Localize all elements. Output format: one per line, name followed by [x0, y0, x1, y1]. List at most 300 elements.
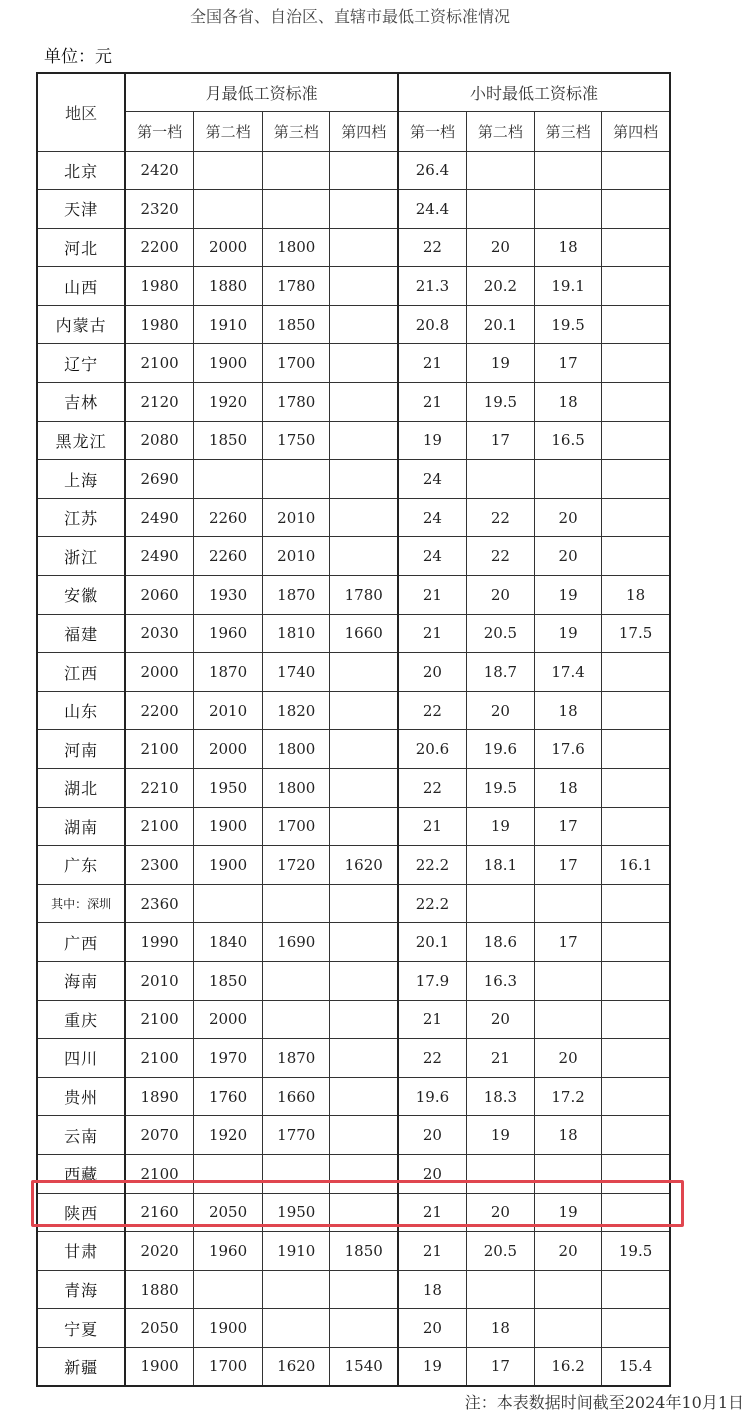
monthly-value-cell — [193, 884, 262, 923]
monthly-value-cell: 1690 — [263, 923, 330, 962]
monthly-value-cell: 2360 — [125, 884, 193, 923]
table-row — [37, 1077, 670, 1116]
hourly-header: 小时最低工资标准 — [398, 73, 670, 111]
region-cell: 贵州 — [37, 1077, 125, 1116]
hourly-value-cell — [602, 305, 670, 344]
monthly-value-cell: 1990 — [125, 923, 193, 962]
table-row — [37, 383, 670, 422]
monthly-value-cell — [330, 691, 398, 730]
monthly-value-cell — [330, 460, 398, 499]
hourly-value-cell: 22 — [398, 769, 466, 808]
monthly-value-cell — [263, 1000, 330, 1039]
hourly-value-cell: 17 — [535, 923, 602, 962]
monthly-value-cell — [193, 1270, 262, 1309]
monthly-value-cell — [330, 653, 398, 692]
hourly-value-cell — [602, 1077, 670, 1116]
monthly-value-cell: 1900 — [193, 1309, 262, 1348]
hourly-value-cell: 20.8 — [398, 305, 466, 344]
monthly-value-cell: 1720 — [263, 846, 330, 885]
hourly-value-cell: 18 — [535, 691, 602, 730]
monthly-value-cell: 1950 — [193, 769, 262, 808]
region-cell: 山东 — [37, 691, 125, 730]
monthly-value-cell: 2080 — [125, 421, 193, 460]
hourly-value-cell: 15.4 — [602, 1347, 670, 1386]
monthly-value-cell: 1780 — [330, 576, 398, 615]
page-title: 全国各省、自治区、直辖市最低工资标准情况 — [189, 7, 510, 26]
hourly-value-cell: 18.7 — [466, 653, 534, 692]
region-cell: 内蒙古 — [37, 305, 125, 344]
hourly-tier-4: 第四档 — [602, 111, 670, 151]
region-cell: 重庆 — [37, 1000, 125, 1039]
monthly-value-cell: 2100 — [125, 730, 193, 769]
hourly-value-cell: 21 — [398, 1193, 466, 1232]
hourly-value-cell: 18 — [466, 1309, 534, 1348]
monthly-value-cell: 2060 — [125, 576, 193, 615]
monthly-value-cell — [330, 383, 398, 422]
monthly-value-cell — [330, 1000, 398, 1039]
hourly-value-cell — [602, 1116, 670, 1155]
hourly-value-cell: 20 — [398, 1154, 466, 1193]
region-cell: 北京 — [37, 151, 125, 190]
monthly-value-cell — [263, 190, 330, 229]
monthly-value-cell: 2010 — [263, 498, 330, 537]
monthly-value-cell — [193, 460, 262, 499]
hourly-value-cell: 20.6 — [398, 730, 466, 769]
hourly-value-cell: 19.6 — [398, 1077, 466, 1116]
hourly-tier-2: 第二档 — [466, 111, 534, 151]
hourly-value-cell: 22 — [466, 537, 534, 576]
hourly-value-cell — [535, 961, 602, 1000]
region-cell: 陕西 — [37, 1193, 125, 1232]
hourly-value-cell: 18.1 — [466, 846, 534, 885]
monthly-value-cell: 2100 — [125, 1000, 193, 1039]
table-row — [37, 344, 670, 383]
hourly-value-cell: 16.1 — [602, 846, 670, 885]
monthly-value-cell — [263, 151, 330, 190]
monthly-value-cell: 2320 — [125, 190, 193, 229]
hourly-value-cell — [602, 961, 670, 1000]
monthly-value-cell: 2260 — [193, 498, 262, 537]
monthly-value-cell — [330, 884, 398, 923]
monthly-value-cell: 1620 — [263, 1347, 330, 1386]
monthly-value-cell: 1910 — [263, 1232, 330, 1271]
hourly-value-cell: 17.9 — [398, 961, 466, 1000]
monthly-value-cell: 1880 — [193, 267, 262, 306]
region-cell: 湖南 — [37, 807, 125, 846]
hourly-value-cell: 18 — [535, 1116, 602, 1155]
monthly-value-cell: 1900 — [193, 846, 262, 885]
hourly-value-cell — [602, 653, 670, 692]
monthly-value-cell: 2420 — [125, 151, 193, 190]
table-row — [37, 190, 670, 229]
hourly-value-cell: 22.2 — [398, 846, 466, 885]
hourly-value-cell: 16.5 — [535, 421, 602, 460]
monthly-value-cell: 1780 — [263, 383, 330, 422]
hourly-value-cell: 19.5 — [602, 1232, 670, 1271]
monthly-value-cell — [330, 305, 398, 344]
hourly-value-cell: 19 — [466, 344, 534, 383]
hourly-value-cell: 17 — [535, 846, 602, 885]
monthly-value-cell: 1870 — [263, 576, 330, 615]
monthly-value-cell: 2020 — [125, 1232, 193, 1271]
hourly-value-cell: 18 — [535, 769, 602, 808]
hourly-value-cell: 17.2 — [535, 1077, 602, 1116]
hourly-value-cell — [602, 421, 670, 460]
monthly-value-cell — [330, 807, 398, 846]
monthly-value-cell: 1920 — [193, 383, 262, 422]
monthly-tier-3: 第三档 — [263, 111, 330, 151]
monthly-tier-1: 第一档 — [125, 111, 193, 151]
monthly-value-cell: 1920 — [193, 1116, 262, 1155]
monthly-value-cell: 2070 — [125, 1116, 193, 1155]
monthly-value-cell: 2100 — [125, 1154, 193, 1193]
hourly-value-cell — [602, 498, 670, 537]
table-row — [37, 1039, 670, 1078]
hourly-value-cell — [602, 267, 670, 306]
hourly-value-cell: 20 — [398, 1309, 466, 1348]
monthly-tier-4: 第四档 — [330, 111, 398, 151]
monthly-value-cell: 1700 — [193, 1347, 262, 1386]
hourly-value-cell: 17 — [466, 421, 534, 460]
monthly-value-cell: 1770 — [263, 1116, 330, 1155]
monthly-value-cell: 1780 — [263, 267, 330, 306]
highlight-box — [31, 1180, 684, 1227]
monthly-value-cell: 1960 — [193, 614, 262, 653]
table-row — [37, 1232, 670, 1271]
hourly-value-cell — [535, 460, 602, 499]
hourly-value-cell — [602, 691, 670, 730]
monthly-value-cell: 1890 — [125, 1077, 193, 1116]
hourly-value-cell — [602, 151, 670, 190]
table-row — [37, 498, 670, 537]
hourly-value-cell: 26.4 — [398, 151, 466, 190]
monthly-value-cell: 1900 — [193, 344, 262, 383]
monthly-value-cell: 1980 — [125, 305, 193, 344]
hourly-value-cell: 20.1 — [466, 305, 534, 344]
hourly-value-cell: 22 — [398, 1039, 466, 1078]
hourly-value-cell — [535, 1000, 602, 1039]
monthly-value-cell: 2000 — [193, 730, 262, 769]
monthly-value-cell — [330, 190, 398, 229]
hourly-value-cell — [466, 151, 534, 190]
region-cell: 天津 — [37, 190, 125, 229]
monthly-value-cell — [330, 1270, 398, 1309]
monthly-value-cell: 2010 — [263, 537, 330, 576]
hourly-value-cell: 19.5 — [466, 769, 534, 808]
hourly-value-cell — [602, 884, 670, 923]
monthly-value-cell: 1900 — [125, 1347, 193, 1386]
hourly-value-cell: 24 — [398, 537, 466, 576]
hourly-value-cell — [535, 1309, 602, 1348]
region-cell: 广东 — [37, 846, 125, 885]
monthly-value-cell: 1900 — [193, 807, 262, 846]
monthly-value-cell: 1540 — [330, 1347, 398, 1386]
monthly-value-cell — [330, 1309, 398, 1348]
table-row — [37, 267, 670, 306]
monthly-value-cell: 1840 — [193, 923, 262, 962]
region-cell: 其中：深圳 — [37, 884, 125, 923]
hourly-value-cell: 17.4 — [535, 653, 602, 692]
region-cell: 河北 — [37, 228, 125, 267]
region-cell: 山西 — [37, 267, 125, 306]
monthly-value-cell: 2100 — [125, 1039, 193, 1078]
monthly-value-cell — [330, 961, 398, 1000]
hourly-value-cell: 19.5 — [466, 383, 534, 422]
table-row — [37, 730, 670, 769]
hourly-value-cell: 22 — [398, 691, 466, 730]
hourly-value-cell — [602, 807, 670, 846]
monthly-value-cell — [330, 421, 398, 460]
hourly-value-cell: 16.3 — [466, 961, 534, 1000]
monthly-value-cell: 2030 — [125, 614, 193, 653]
monthly-value-cell — [193, 151, 262, 190]
hourly-value-cell — [466, 190, 534, 229]
hourly-value-cell: 21 — [398, 1232, 466, 1271]
hourly-value-cell — [602, 1309, 670, 1348]
hourly-value-cell: 20 — [535, 498, 602, 537]
hourly-value-cell — [466, 884, 534, 923]
hourly-value-cell: 21 — [398, 576, 466, 615]
monthly-value-cell: 1870 — [193, 653, 262, 692]
region-cell: 海南 — [37, 961, 125, 1000]
table-row — [37, 421, 670, 460]
hourly-value-cell: 21 — [398, 383, 466, 422]
monthly-value-cell: 2260 — [193, 537, 262, 576]
hourly-value-cell — [602, 730, 670, 769]
monthly-value-cell: 2490 — [125, 537, 193, 576]
hourly-value-cell: 20 — [535, 1232, 602, 1271]
hourly-tier-1: 第一档 — [398, 111, 466, 151]
table-row — [37, 1116, 670, 1155]
monthly-value-cell: 1750 — [263, 421, 330, 460]
region-cell: 江西 — [37, 653, 125, 692]
hourly-value-cell: 17 — [535, 344, 602, 383]
hourly-value-cell: 18 — [535, 383, 602, 422]
region-cell: 青海 — [37, 1270, 125, 1309]
hourly-value-cell — [602, 190, 670, 229]
monthly-header: 月最低工资标准 — [125, 73, 398, 111]
monthly-value-cell — [330, 1039, 398, 1078]
hourly-value-cell — [602, 344, 670, 383]
hourly-value-cell: 24 — [398, 460, 466, 499]
monthly-value-cell — [330, 498, 398, 537]
monthly-value-cell — [330, 1116, 398, 1155]
monthly-tier-2: 第二档 — [193, 111, 262, 151]
table-row — [37, 151, 670, 190]
hourly-value-cell: 21.3 — [398, 267, 466, 306]
hourly-value-cell — [602, 228, 670, 267]
hourly-value-cell: 20 — [466, 228, 534, 267]
hourly-value-cell: 24.4 — [398, 190, 466, 229]
hourly-value-cell: 22 — [466, 498, 534, 537]
monthly-value-cell — [330, 344, 398, 383]
monthly-value-cell — [263, 1309, 330, 1348]
table-row — [37, 614, 670, 653]
table-row — [37, 769, 670, 808]
monthly-value-cell: 1700 — [263, 344, 330, 383]
table-row — [37, 1347, 670, 1386]
hourly-value-cell: 19 — [535, 614, 602, 653]
monthly-value-cell — [263, 460, 330, 499]
region-cell: 浙江 — [37, 537, 125, 576]
region-cell: 吉林 — [37, 383, 125, 422]
unit-label: 单位：元 — [44, 47, 112, 67]
monthly-value-cell — [330, 228, 398, 267]
monthly-value-cell — [263, 961, 330, 1000]
region-cell: 西藏 — [37, 1154, 125, 1193]
hourly-value-cell: 19 — [466, 807, 534, 846]
hourly-value-cell: 17 — [535, 807, 602, 846]
monthly-value-cell: 1800 — [263, 730, 330, 769]
region-cell: 辽宁 — [37, 344, 125, 383]
table-row — [37, 846, 670, 885]
monthly-value-cell: 2010 — [125, 961, 193, 1000]
monthly-value-cell: 1700 — [263, 807, 330, 846]
hourly-value-cell — [602, 537, 670, 576]
monthly-value-cell: 1820 — [263, 691, 330, 730]
hourly-value-cell: 18 — [535, 228, 602, 267]
hourly-value-cell — [535, 151, 602, 190]
footnote: 注：本表数据时间截至2024年10月1日 — [464, 1393, 744, 1412]
monthly-value-cell: 1740 — [263, 653, 330, 692]
monthly-value-cell: 2490 — [125, 498, 193, 537]
hourly-value-cell: 19.6 — [466, 730, 534, 769]
hourly-value-cell: 20.2 — [466, 267, 534, 306]
hourly-value-cell: 20 — [398, 653, 466, 692]
monthly-value-cell: 1870 — [263, 1039, 330, 1078]
hourly-tier-3: 第三档 — [535, 111, 602, 151]
table-row — [37, 228, 670, 267]
table-row — [37, 961, 670, 1000]
table-row — [37, 807, 670, 846]
region-cell: 江苏 — [37, 498, 125, 537]
monthly-value-cell: 1970 — [193, 1039, 262, 1078]
region-cell: 宁夏 — [37, 1309, 125, 1348]
monthly-value-cell: 2010 — [193, 691, 262, 730]
table-row — [37, 1000, 670, 1039]
region-cell: 黑龙江 — [37, 421, 125, 460]
monthly-value-cell — [263, 1270, 330, 1309]
monthly-value-cell: 1810 — [263, 614, 330, 653]
region-cell: 安徽 — [37, 576, 125, 615]
hourly-value-cell — [602, 1270, 670, 1309]
region-cell: 湖北 — [37, 769, 125, 808]
hourly-value-cell: 21 — [398, 344, 466, 383]
hourly-value-cell: 19 — [535, 1193, 602, 1232]
table-row — [37, 576, 670, 615]
monthly-value-cell: 1850 — [193, 421, 262, 460]
region-cell: 上海 — [37, 460, 125, 499]
hourly-value-cell — [602, 383, 670, 422]
hourly-value-cell: 20 — [466, 1000, 534, 1039]
region-cell: 云南 — [37, 1116, 125, 1155]
region-header: 地区 — [37, 73, 125, 151]
monthly-value-cell: 1960 — [193, 1232, 262, 1271]
table-row — [37, 653, 670, 692]
monthly-value-cell: 1620 — [330, 846, 398, 885]
monthly-value-cell: 2050 — [125, 1309, 193, 1348]
monthly-value-cell — [330, 730, 398, 769]
hourly-value-cell — [602, 460, 670, 499]
monthly-value-cell: 1660 — [263, 1077, 330, 1116]
hourly-value-cell — [602, 923, 670, 962]
hourly-value-cell — [602, 1000, 670, 1039]
monthly-value-cell: 2300 — [125, 846, 193, 885]
monthly-value-cell: 1660 — [330, 614, 398, 653]
hourly-value-cell: 20 — [466, 576, 534, 615]
monthly-value-cell: 1850 — [330, 1232, 398, 1271]
hourly-value-cell: 18 — [602, 576, 670, 615]
region-cell: 甘肃 — [37, 1232, 125, 1271]
monthly-value-cell: 2050 — [193, 1193, 262, 1232]
hourly-value-cell — [602, 1039, 670, 1078]
monthly-value-cell: 2200 — [125, 691, 193, 730]
monthly-value-cell: 1800 — [263, 228, 330, 267]
monthly-value-cell: 2000 — [193, 1000, 262, 1039]
table-row — [37, 305, 670, 344]
table-row — [37, 537, 670, 576]
monthly-value-cell: 1880 — [125, 1270, 193, 1309]
monthly-value-cell: 2690 — [125, 460, 193, 499]
hourly-value-cell — [535, 1270, 602, 1309]
region-cell: 福建 — [37, 614, 125, 653]
hourly-value-cell — [535, 190, 602, 229]
monthly-value-cell: 1850 — [263, 305, 330, 344]
hourly-value-cell — [535, 884, 602, 923]
hourly-value-cell: 20.5 — [466, 1232, 534, 1271]
hourly-value-cell: 22 — [398, 228, 466, 267]
region-cell: 广西 — [37, 923, 125, 962]
hourly-value-cell: 17 — [466, 1347, 534, 1386]
monthly-value-cell — [330, 1077, 398, 1116]
monthly-value-cell: 2120 — [125, 383, 193, 422]
hourly-value-cell: 20 — [535, 537, 602, 576]
hourly-value-cell: 19 — [398, 1347, 466, 1386]
monthly-value-cell: 1930 — [193, 576, 262, 615]
monthly-value-cell: 1910 — [193, 305, 262, 344]
table-row — [37, 1309, 670, 1348]
monthly-value-cell: 1760 — [193, 1077, 262, 1116]
hourly-value-cell: 18.3 — [466, 1077, 534, 1116]
table-row — [37, 1270, 670, 1309]
hourly-value-cell: 21 — [398, 807, 466, 846]
hourly-value-cell: 20 — [466, 691, 534, 730]
hourly-value-cell — [466, 1270, 534, 1309]
table-row — [37, 460, 670, 499]
hourly-value-cell: 20 — [535, 1039, 602, 1078]
monthly-value-cell — [330, 769, 398, 808]
table-row — [37, 691, 670, 730]
hourly-value-cell: 20 — [466, 1193, 534, 1232]
monthly-value-cell — [330, 923, 398, 962]
monthly-value-cell: 2100 — [125, 344, 193, 383]
hourly-value-cell: 22.2 — [398, 884, 466, 923]
monthly-value-cell — [263, 884, 330, 923]
region-cell: 河南 — [37, 730, 125, 769]
hourly-value-cell: 17.5 — [602, 614, 670, 653]
monthly-value-cell: 2100 — [125, 807, 193, 846]
monthly-value-cell: 1980 — [125, 267, 193, 306]
hourly-value-cell: 19 — [466, 1116, 534, 1155]
monthly-value-cell: 2000 — [125, 653, 193, 692]
hourly-value-cell: 17.6 — [535, 730, 602, 769]
region-cell: 四川 — [37, 1039, 125, 1078]
hourly-value-cell: 20 — [398, 1116, 466, 1155]
hourly-value-cell: 18.6 — [466, 923, 534, 962]
hourly-value-cell: 19.5 — [535, 305, 602, 344]
monthly-value-cell — [330, 267, 398, 306]
monthly-value-cell: 2210 — [125, 769, 193, 808]
